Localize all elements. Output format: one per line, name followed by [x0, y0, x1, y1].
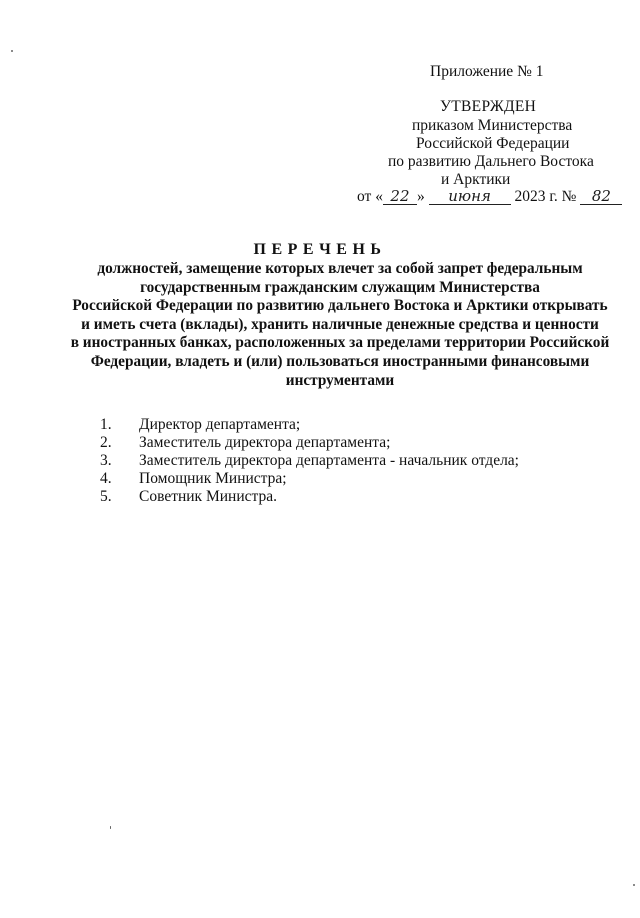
heading-line: Российской Федерации по развитию дальнего Востока и Арктики открывать — [72, 297, 608, 315]
handwritten-day: 22 — [390, 187, 410, 205]
date-quote-close: » — [416, 188, 425, 205]
list-item-number: 3. — [100, 452, 112, 469]
handwritten-month: июня — [448, 187, 491, 205]
heading-line: в иностранных банках, расположенных за пределами территории Российской — [70, 334, 610, 352]
order-line: по развитию Дальнего Востока — [388, 153, 594, 170]
scan-speck — [110, 826, 111, 829]
list-item-number: 2. — [100, 434, 112, 451]
list-item-number: 1. — [100, 416, 112, 433]
order-line: приказом Министерства — [412, 117, 573, 134]
order-line: Российской Федерации — [416, 135, 570, 152]
approved-label: УТВЕРЖДЕН — [440, 98, 537, 115]
heading-line: инструментами — [285, 371, 395, 389]
appendix-label: Приложение № 1 — [430, 63, 544, 80]
handwritten-order-number: 82 — [591, 187, 611, 205]
heading-line: должностей, замещение которых влечет за собой запрет федеральным — [97, 260, 583, 277]
scan-speck — [633, 884, 635, 886]
list-item-number: 4. — [100, 470, 112, 487]
document-heading — [60, 260, 620, 390]
heading-line: Федерации, владеть и (или) пользоваться иностранными финансовыми — [90, 352, 590, 370]
document-title: ПЕРЕЧЕНЬ — [253, 241, 387, 258]
heading-line: государственным гражданским служащим Министерства — [140, 278, 540, 296]
list-item-text: Заместитель директора департамента - начальник отдела; — [139, 452, 519, 469]
list-item-text: Заместитель директора департамента; — [139, 434, 391, 451]
list-item-number: 5. — [100, 488, 112, 505]
scan-speck — [11, 50, 13, 52]
date-prefix: от « — [357, 188, 383, 205]
list-item-text: Директор департамента; — [139, 416, 301, 433]
order-date-line — [357, 188, 622, 206]
heading-line: и иметь счета (вклады), хранить наличные денежные средства и ценности — [81, 315, 599, 333]
date-year: 2023 г. № — [514, 188, 577, 205]
list-item-text: Советник Министра. — [139, 488, 277, 505]
order-line: и Арктики — [441, 171, 511, 188]
list-item-text: Помощник Министра; — [139, 470, 287, 487]
